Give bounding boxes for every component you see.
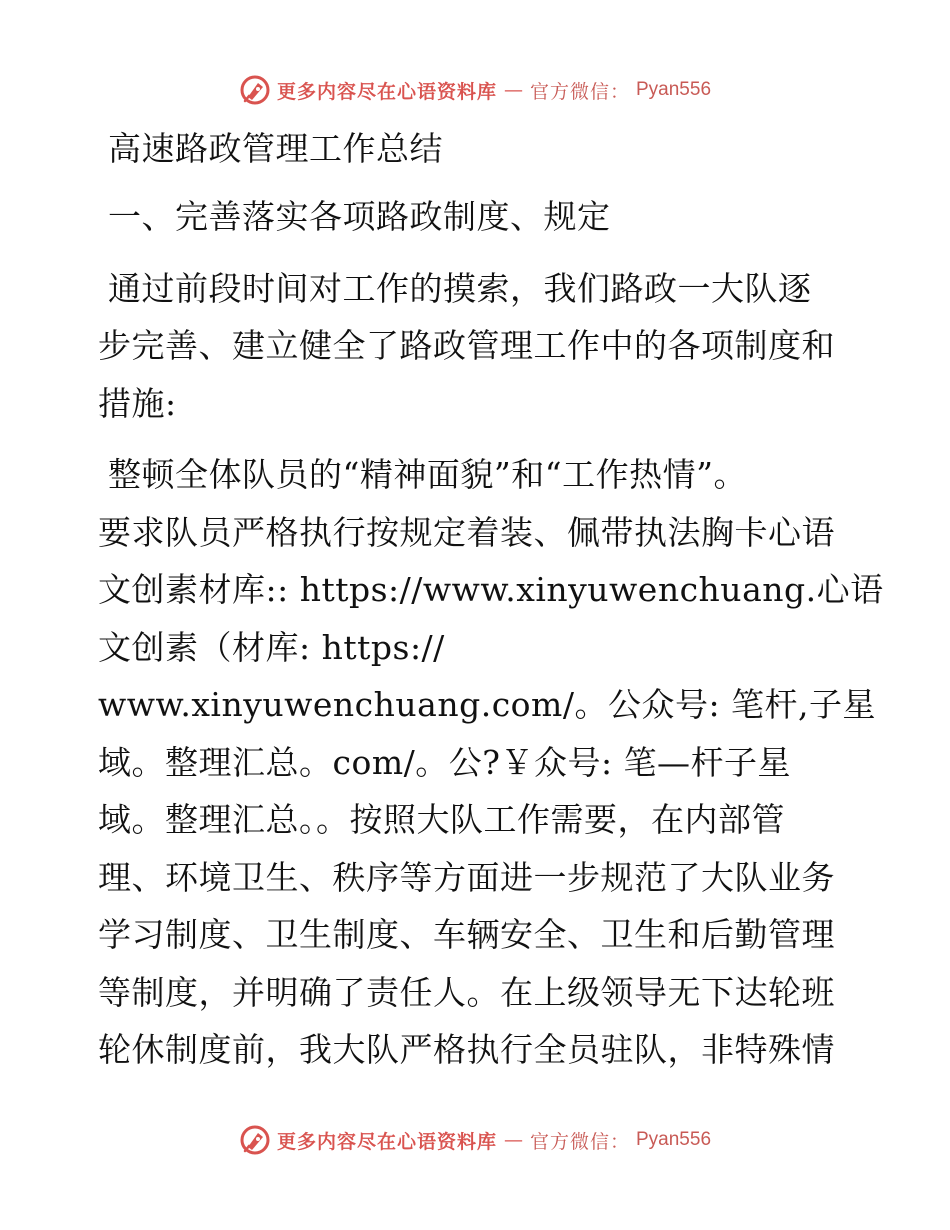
banner-wechat-id: Pyan556 bbox=[636, 79, 712, 100]
paragraph-line: 文创素（材库: https:// bbox=[98, 627, 445, 667]
section-heading: 一、完善落实各项路政制度、规定 bbox=[108, 197, 611, 236]
banner-dash: — bbox=[503, 1129, 523, 1151]
paragraph-line: 轮休制度前，我大队严格执行全员驻队，非特殊情 bbox=[98, 1030, 835, 1069]
banner-slogan: 更多内容尽在心语资料库 bbox=[276, 80, 497, 103]
banner-wechat-label: 官方微信： bbox=[529, 80, 630, 103]
paragraph-line: www.xinyuwenchuang.com/。公众号: 笔杆,子星 bbox=[98, 685, 877, 724]
paragraph-2 bbox=[98, 446, 884, 1079]
banner-slogan: 更多内容尽在心语资料库 bbox=[276, 1130, 497, 1153]
paragraph-line: 整顿全体队员的“精神面貌”和“工作热情”。 bbox=[108, 455, 747, 494]
pen-nib-logo-icon bbox=[239, 1124, 271, 1156]
pen-nib-logo-icon bbox=[239, 74, 271, 106]
footer-watermark-banner bbox=[0, 1120, 950, 1160]
banner-content bbox=[239, 74, 711, 106]
paragraph-line: 域。整理汇总。com/。公?￥众号: 笔—杆子星 bbox=[98, 742, 792, 782]
paragraph-line: 措施: bbox=[98, 383, 177, 423]
paragraph-line: 步完善、建立健全了路政管理工作中的各项制度和 bbox=[98, 326, 835, 365]
paragraph-1 bbox=[98, 260, 858, 433]
paragraph-line: 文创素材库:: https://www.xinyuwenchuang.心语 bbox=[98, 570, 884, 609]
paragraph-line: 等制度，并明确了责任人。在上级领导无下达轮班 bbox=[98, 972, 835, 1012]
paragraph-line: 域。整理汇总。。按照大队工作需要，在内部管 bbox=[98, 800, 785, 839]
banner-content bbox=[239, 1124, 711, 1156]
banner-wechat-id: Pyan556 bbox=[636, 1129, 712, 1150]
banner-wechat-label: 官方微信： bbox=[529, 1130, 630, 1153]
document-title: 高速路政管理工作总结 bbox=[108, 129, 443, 168]
document-body bbox=[98, 120, 884, 1079]
paragraph-line: 学习制度、卫生制度、车辆安全、卫生和后勤管理 bbox=[98, 915, 835, 954]
header-watermark-banner bbox=[0, 70, 950, 110]
paragraph-line: 通过前段时间对工作的摸索，我们路政一大队逐 bbox=[108, 268, 812, 308]
paragraph-line: 要求队员严格执行按规定着装、佩带执法胸卡心语 bbox=[98, 512, 835, 552]
banner-dash: — bbox=[503, 79, 523, 101]
paragraph-line: 理、环境卫生、秩序等方面进一步规范了大队业务 bbox=[98, 857, 835, 897]
